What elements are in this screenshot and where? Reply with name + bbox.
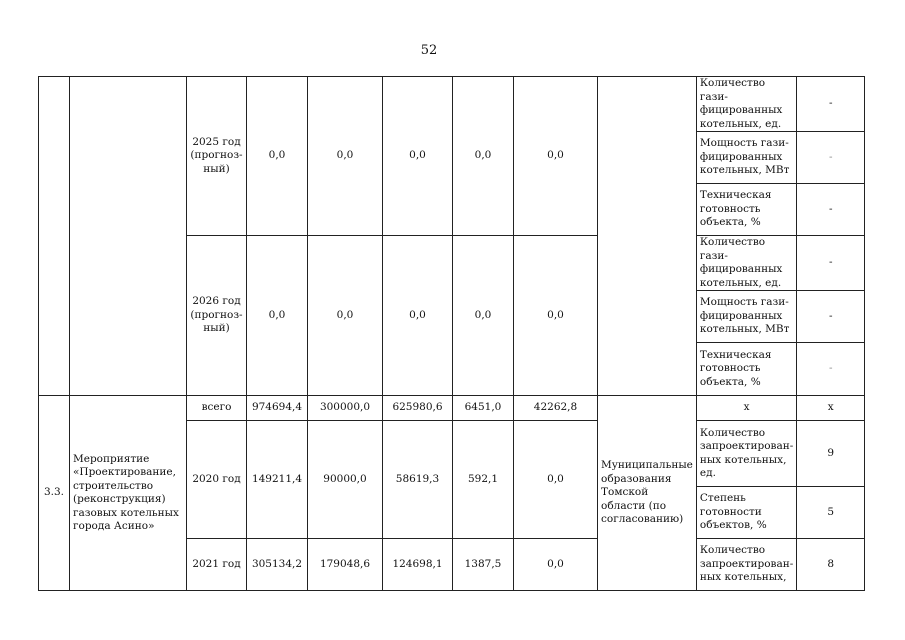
- participant-cell: Муниципальные образования Томской области (по согласованию): [598, 396, 697, 591]
- value-cell: 90000,0: [308, 421, 383, 539]
- value-cell: 0,0: [453, 77, 514, 236]
- value-cell: 300000,0: [308, 396, 383, 421]
- indicator-value: -: [797, 291, 865, 343]
- indicator-name: Количество гази-фицированных котельных, ед.: [696, 236, 796, 291]
- value-cell: 592,1: [453, 421, 514, 539]
- indicator-name: Техническая готовность объекта, %: [696, 184, 796, 236]
- value-cell: 124698,1: [383, 539, 453, 591]
- indicator-name: Мощность гази-фицированных котельных, МВт: [696, 291, 796, 343]
- number-cell: [39, 77, 70, 396]
- indicator-value: -: [797, 236, 865, 291]
- value-cell: 0,0: [514, 539, 598, 591]
- value-cell: 6451,0: [453, 396, 514, 421]
- year-cell: всего: [187, 396, 247, 421]
- value-cell: 0,0: [247, 236, 308, 396]
- indicator-value: 8: [797, 539, 865, 591]
- value-cell: 0,0: [308, 236, 383, 396]
- indicator-name: Техническая готовность объекта, %: [696, 343, 796, 396]
- indicator-name: Количество гази-фицированных котельных, ед.: [696, 77, 796, 132]
- value-cell: 0,0: [247, 77, 308, 236]
- value-cell: 0,0: [383, 77, 453, 236]
- activity-cell: [70, 77, 187, 396]
- indicator-name: x: [696, 396, 796, 421]
- indicator-name: Количество запроектирован-ных котельных, ед.: [696, 421, 796, 487]
- number-cell: 3.3.: [39, 396, 70, 591]
- value-cell: 0,0: [514, 236, 598, 396]
- value-cell: 974694,4: [247, 396, 308, 421]
- indicator-name: Количество запроектирован-ных котельных,: [696, 539, 796, 591]
- table-row: [39, 77, 865, 132]
- indicator-value: x: [797, 396, 865, 421]
- value-cell: 0,0: [514, 421, 598, 539]
- indicator-value: -: [797, 132, 865, 184]
- budget-table: [38, 76, 865, 591]
- value-cell: 42262,8: [514, 396, 598, 421]
- value-cell: 58619,3: [383, 421, 453, 539]
- value-cell: 0,0: [383, 236, 453, 396]
- table-row: [39, 396, 865, 421]
- value-cell: 625980,6: [383, 396, 453, 421]
- year-cell: 2026 год (прогноз-ный): [187, 236, 247, 396]
- indicator-value: -: [797, 184, 865, 236]
- indicator-name: Степень готовности объектов, %: [696, 487, 796, 539]
- value-cell: 1387,5: [453, 539, 514, 591]
- value-cell: 0,0: [514, 77, 598, 236]
- activity-cell: Мероприятие «Проектирование, строительство (реконструкция) газовых котельных города Асино»: [70, 396, 187, 591]
- year-cell: 2021 год: [187, 539, 247, 591]
- indicator-name: Мощность гази-фицированных котельных, МВт: [696, 132, 796, 184]
- value-cell: 305134,2: [247, 539, 308, 591]
- year-cell: 2020 год: [187, 421, 247, 539]
- indicator-value: -: [797, 343, 865, 396]
- value-cell: 0,0: [308, 77, 383, 236]
- indicator-value: -: [797, 77, 865, 132]
- year-cell: 2025 год (прогноз-ный): [187, 77, 247, 236]
- page-number: 52: [420, 43, 438, 58]
- indicator-value: 9: [797, 421, 865, 487]
- value-cell: 0,0: [453, 236, 514, 396]
- value-cell: 179048,6: [308, 539, 383, 591]
- value-cell: 149211,4: [247, 421, 308, 539]
- participant-cell: [598, 77, 697, 396]
- indicator-value: 5: [797, 487, 865, 539]
